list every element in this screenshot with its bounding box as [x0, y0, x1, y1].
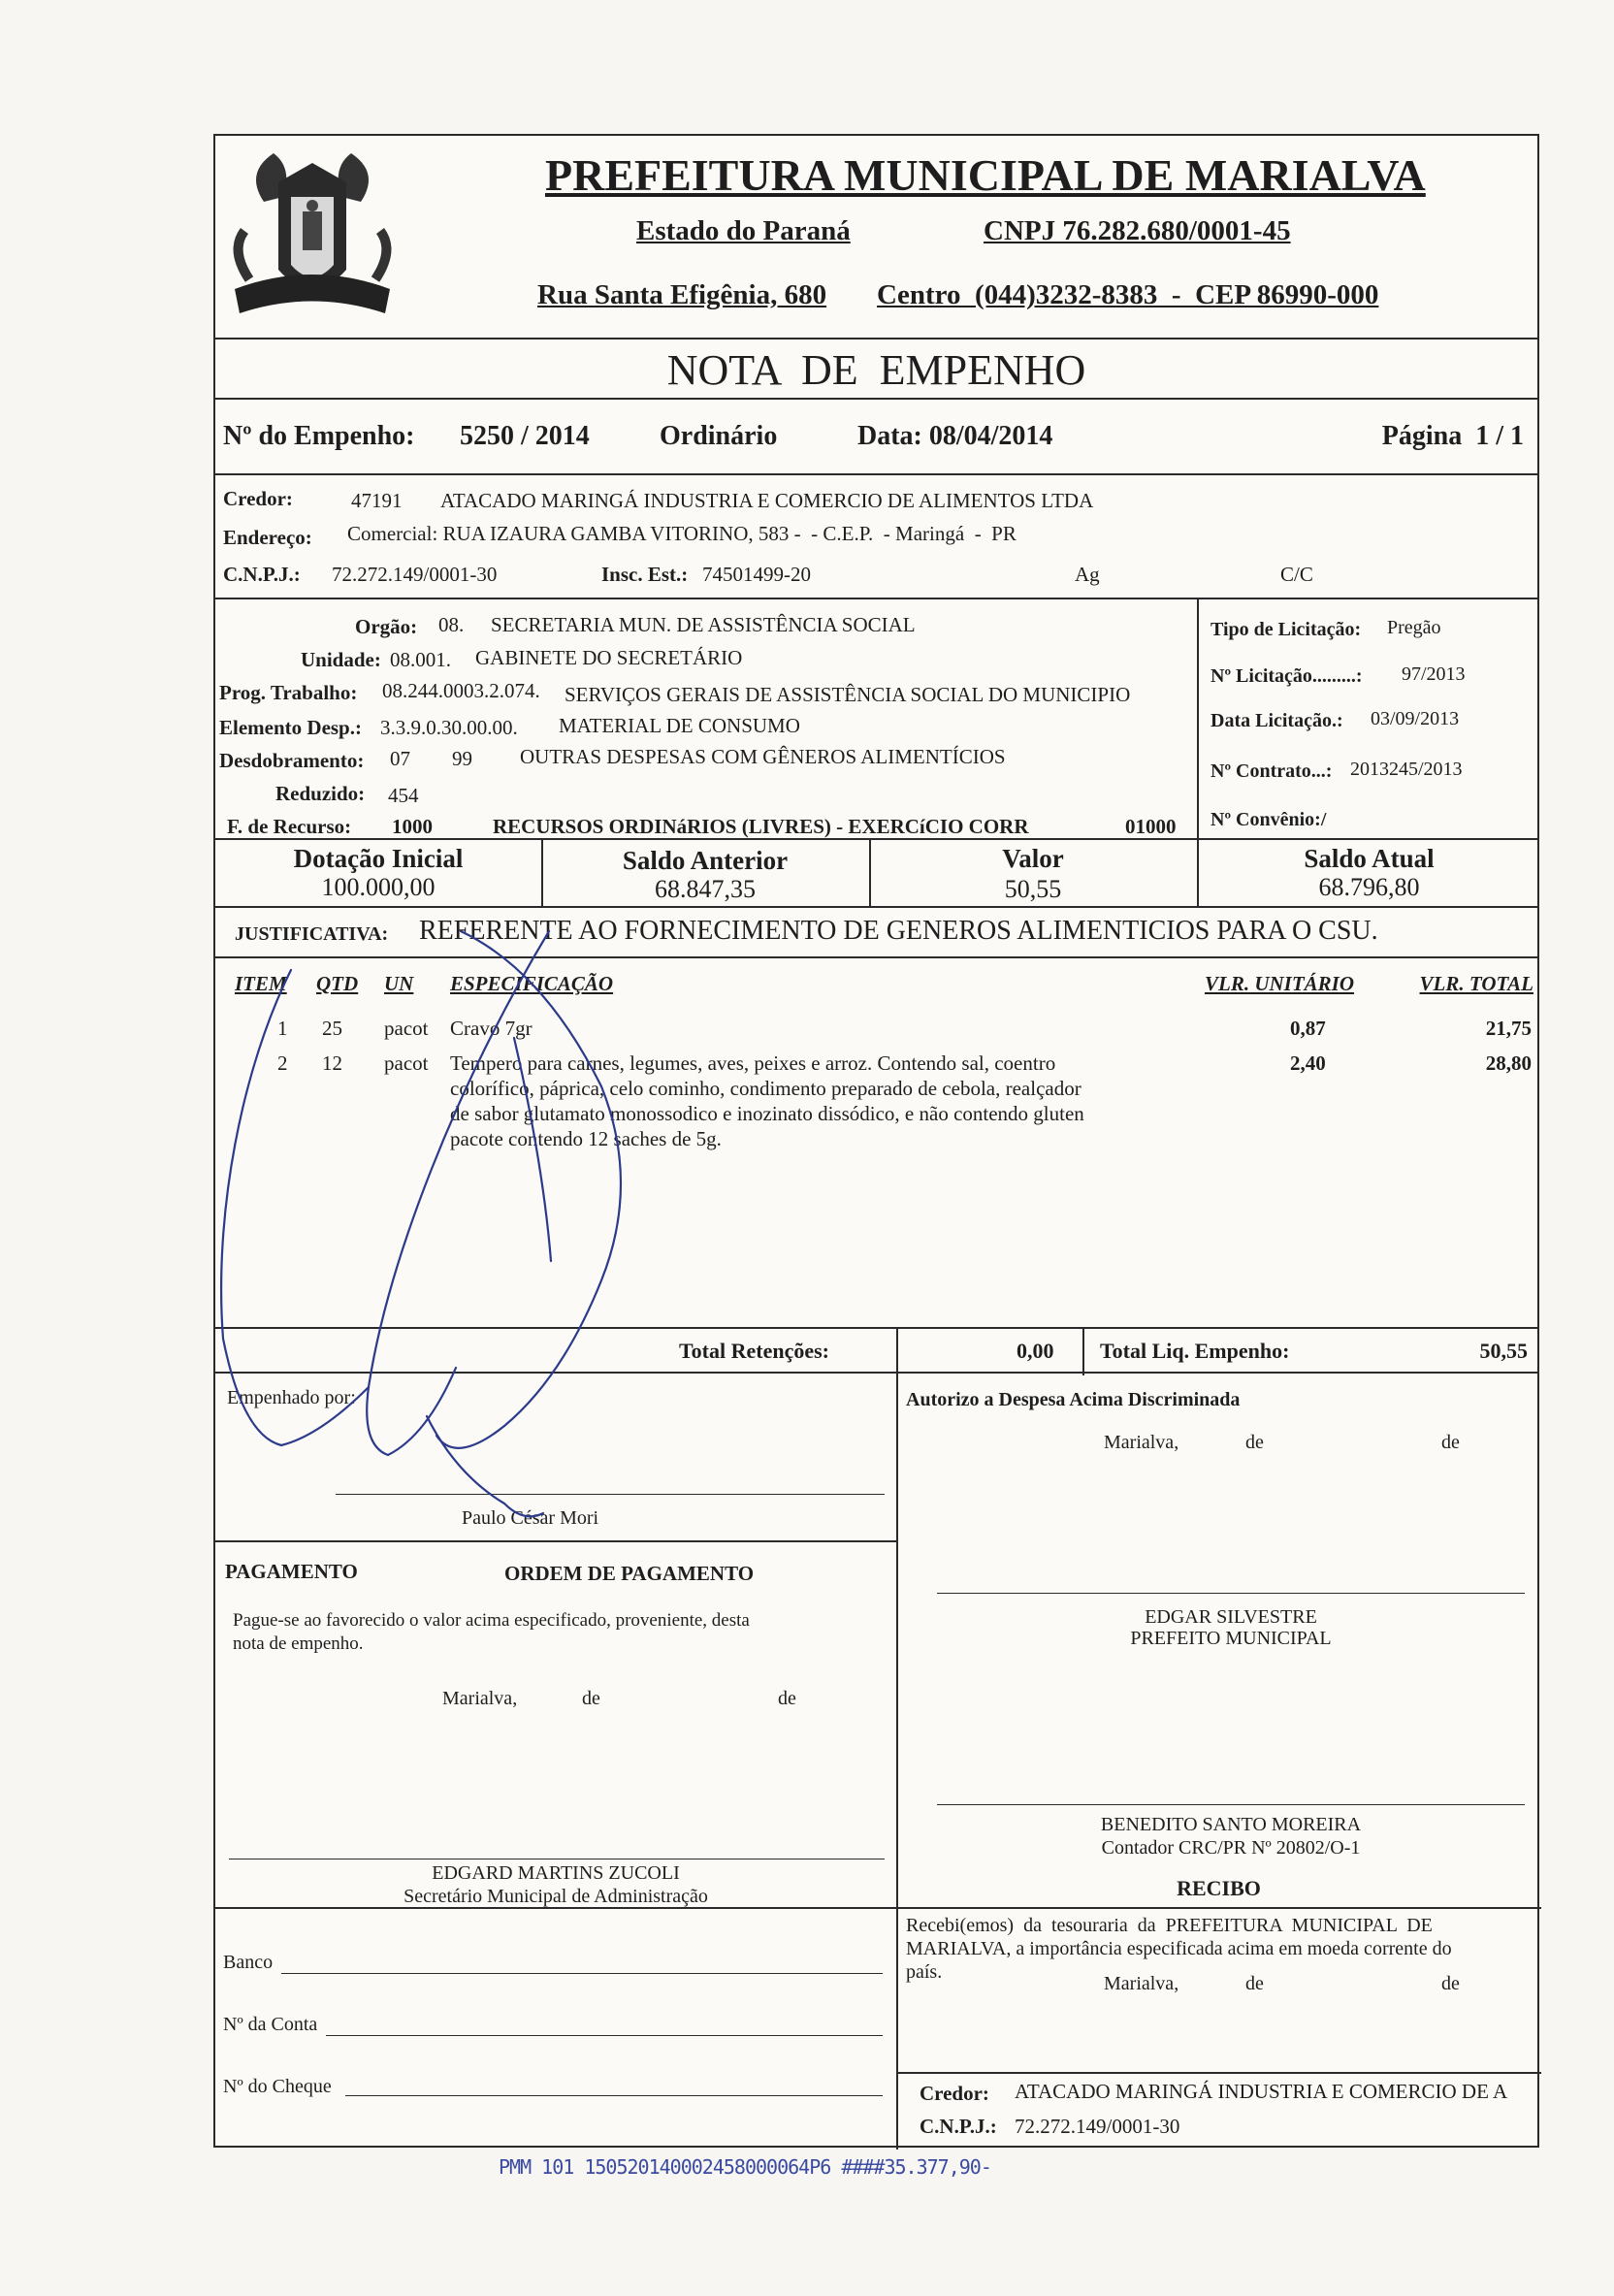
- insc-est-label: Insc. Est.:: [601, 563, 689, 586]
- recibo-top-border: [896, 1907, 1541, 1909]
- recibo-text: MARIALVA, a importância especificada acima em moeda corrente do: [906, 1938, 1452, 1959]
- prog-trabalho-label: Prog. Trabalho:: [219, 681, 358, 704]
- empenho-section: [215, 400, 1537, 475]
- col-un-header: UN: [384, 972, 414, 995]
- contrato-value: 2013245/2013: [1350, 759, 1463, 780]
- credor-code: 47191: [351, 489, 403, 512]
- item-spec-line: Tempero para carnes, legumes, aves, peixes e arroz. Contendo sal, coentro: [450, 1051, 1056, 1075]
- fonte-recurso-desc: RECURSOS ORDINáRIOS (LIVRES) - EXERCíCIO CORR: [493, 815, 1029, 838]
- licitacao-number-label: Nº Licitação.........:: [1210, 665, 1363, 687]
- item-unit: pacot: [384, 1051, 429, 1075]
- recibo-text: país.: [906, 1961, 943, 1983]
- item-spec-line: Cravo 7gr: [450, 1017, 533, 1040]
- municipality-cnpj: CNPJ 76.282.680/0001-45: [984, 215, 1291, 246]
- empenho-number: 5250 / 2014: [460, 421, 590, 451]
- title-section: [215, 340, 1537, 400]
- items-section: [215, 958, 1537, 1183]
- municipality-contact: Centro (044)3232-8383 - CEP 86990-000: [877, 279, 1379, 310]
- col-item-header: ITEM: [235, 972, 287, 995]
- recibo-city: Marialva,: [1104, 1973, 1179, 1994]
- justificativa-label: JUSTIFICATIVA:: [235, 923, 389, 945]
- col-spec-header: ESPECIFICAÇÃO: [450, 972, 614, 995]
- pagamento-de-2: de: [778, 1688, 796, 1709]
- recibo-de-1: de: [1245, 1973, 1264, 1994]
- desdobramento-label: Desdobramento:: [219, 749, 365, 772]
- reduzido-value: 454: [388, 784, 419, 807]
- item-unit: pacot: [384, 1017, 429, 1040]
- total-liquido-value: 50,55: [1479, 1339, 1528, 1363]
- total-retencoes-label: Total Retenções:: [679, 1339, 829, 1363]
- dotacao-value: 100.000,00: [321, 873, 436, 901]
- empenho-type: Ordinário: [660, 421, 778, 451]
- empenhado-por-name: Paulo César Mori: [462, 1507, 599, 1529]
- cheque-label: Nº do Cheque: [223, 2076, 332, 2097]
- credor-label: Credor:: [223, 487, 293, 510]
- saldo-atual-label: Saldo Atual: [1304, 844, 1435, 873]
- banco-top-border: [215, 1907, 896, 1909]
- autorizo-city: Marialva,: [1104, 1432, 1179, 1453]
- elemento-code: 3.3.9.0.30.00.00.: [380, 716, 518, 739]
- credor-cnpj: 72.272.149/0001-30: [332, 563, 498, 586]
- prog-trabalho-desc: SERVIÇOS GERAIS DE ASSISTÊNCIA SOCIAL DO MUNICIPIO: [565, 683, 1131, 706]
- saldo-atual-value: 68.796,80: [1318, 873, 1420, 901]
- credor-footer-cnpj-label: C.N.P.J.:: [920, 2115, 997, 2138]
- total-liquido-label: Total Liq. Empenho:: [1100, 1339, 1290, 1363]
- endereco-label: Endereço:: [223, 526, 312, 549]
- credor-name: ATACADO MARINGÁ INDUSTRIA E COMERCIO DE ALIMENTOS LTDA: [440, 489, 1094, 512]
- fonte-recurso-code: 1000: [392, 815, 433, 838]
- page-number: Página 1 / 1: [1381, 421, 1524, 451]
- contador-role: Contador CRC/PR Nº 20802/O-1: [1101, 1837, 1361, 1859]
- data-licitacao-value: 03/09/2013: [1366, 708, 1460, 729]
- fonte-recurso-number: 01000: [1125, 815, 1177, 838]
- lower-divider: [896, 1374, 898, 2150]
- autorizo-de-1: de: [1245, 1432, 1264, 1453]
- valor-value: 50,55: [1004, 875, 1062, 903]
- convenio-label: Nº Convênio:/: [1210, 809, 1327, 830]
- document-title: NOTA DE EMPENHO: [666, 346, 1086, 394]
- item-spec-line: de sabor glutamato monossodico e inozinato dissódico, e não contendo gluten: [450, 1102, 1084, 1125]
- nota-de-empenho-form: [213, 134, 1539, 2148]
- cheque-field-line: [345, 2095, 883, 2096]
- pagamento-text: Pague-se ao favorecido o valor acima especificado, proveniente, desta: [233, 1610, 750, 1631]
- conta-label: Nº da Conta: [223, 2014, 318, 2035]
- licitacao-number-value: 97/2013: [1397, 663, 1466, 685]
- prog-trabalho-code: 08.244.0003.2.074.: [382, 679, 540, 702]
- contador-signature-line: [937, 1804, 1525, 1805]
- pagamento-label: PAGAMENTO: [225, 1560, 358, 1583]
- credor-section: [215, 475, 1537, 599]
- conta-corrente-label: C/C: [1280, 563, 1313, 586]
- retencoes-divider-2: [1082, 1329, 1084, 1375]
- secretario-role: Secretário Municipal de Administração: [404, 1886, 708, 1907]
- pagamento-top-border: [215, 1540, 896, 1542]
- desdobramento-b: 99: [452, 747, 472, 770]
- orgao-desc: SECRETARIA MUN. DE ASSISTÊNCIA SOCIAL: [491, 613, 916, 636]
- credor-cnpj-label: C.N.P.J.:: [223, 563, 301, 586]
- fonte-recurso-label: F. de Recurso:: [227, 815, 352, 838]
- item-qtd: 25: [322, 1017, 342, 1040]
- conta-field-line: [326, 2035, 883, 2036]
- col-total-header: VLR. TOTAL: [1419, 972, 1533, 995]
- secretario-name: EDGARD MARTINS ZUCOLI: [432, 1862, 680, 1884]
- valor-label: Valor: [1002, 844, 1064, 873]
- elemento-label: Elemento Desp.:: [219, 716, 362, 739]
- elemento-desc: MATERIAL DE CONSUMO: [559, 714, 800, 737]
- budget-divider: [1197, 599, 1199, 840]
- contrato-label: Nº Contrato...:: [1210, 760, 1333, 782]
- item-number: 1: [277, 1017, 288, 1040]
- municipality-address: Rua Santa Efigênia, 680: [537, 279, 827, 310]
- empenho-label: Nº do Empenho:: [223, 421, 415, 451]
- insc-est-value: 74501499-20: [702, 563, 811, 586]
- retencoes-section: [215, 1327, 1537, 1374]
- item-unit-price: 0,87: [1290, 1017, 1326, 1040]
- dotacao-label: Dotação Inicial: [293, 844, 464, 873]
- state-name: Estado do Paraná: [636, 215, 851, 246]
- recibo-label: RECIBO: [1177, 1876, 1261, 1900]
- pagamento-city: Marialva,: [442, 1688, 518, 1709]
- reduzido-label: Reduzido:: [275, 782, 366, 805]
- credor-footer-name: ATACADO MARINGÁ INDUSTRIA E COMERCIO DE A: [1015, 2080, 1508, 2103]
- empenhado-por-label: Empenhado por:: [227, 1387, 356, 1408]
- empenhado-signature-line: [336, 1494, 885, 1495]
- item-total: 28,80: [1485, 1051, 1532, 1075]
- saldo-anterior-label: Saldo Anterior: [622, 846, 789, 875]
- prefeito-role: PREFEITO MUNICIPAL: [1130, 1628, 1332, 1649]
- item-qtd: 12: [322, 1051, 342, 1075]
- unidade-label: Unidade:: [301, 648, 381, 671]
- agencia-label: Ag: [1075, 563, 1100, 586]
- prefeito-signature-line: [937, 1593, 1525, 1594]
- unidade-desc: GABINETE DO SECRETÁRIO: [475, 646, 743, 669]
- pagamento-de-1: de: [582, 1688, 600, 1709]
- municipality-title: PREFEITURA MUNICIPAL DE MARIALVA: [545, 150, 1426, 200]
- item-spec-line: colorífico, páprica, celo cominho, condimento preparado de cebola, realçador: [450, 1077, 1081, 1100]
- desdobramento-a: 07: [390, 747, 410, 770]
- data-licitacao-label: Data Licitação.:: [1210, 710, 1343, 731]
- credor-address: Comercial: RUA IZAURA GAMBA VITORINO, 583 - - C.E.P. - Maringá - PR: [347, 522, 1017, 545]
- prefeito-name: EDGAR SILVESTRE: [1145, 1606, 1317, 1628]
- header-section: [215, 136, 1537, 340]
- item-spec-line: pacote contendo 12 saches de 5g.: [450, 1127, 722, 1150]
- justificativa-section: [215, 908, 1537, 958]
- col-unit-price-header: VLR. UNITÁRIO: [1205, 972, 1355, 995]
- credor-footer-cnpj: 72.272.149/0001-30: [1015, 2115, 1180, 2138]
- recibo-text: Recebi(emos) da tesouraria da PREFEITURA MUNICIPAL DE: [906, 1915, 1433, 1936]
- tipo-licitacao-label: Tipo de Licitação:: [1210, 619, 1362, 640]
- saldo-anterior-value: 68.847,35: [655, 875, 756, 903]
- banco-field-line: [281, 1973, 883, 1974]
- credor-footer-border: [896, 2072, 1541, 2074]
- justificativa-text: REFERENTE AO FORNECIMENTO DE GENEROS ALIMENTICIOS PARA O CSU.: [419, 916, 1378, 946]
- pagamento-text: nota de empenho.: [233, 1633, 364, 1654]
- totals-section: [215, 840, 1537, 908]
- municipal-crest-icon: [225, 144, 400, 328]
- unidade-code: 08.001.: [390, 648, 451, 671]
- ordem-pagamento-label: ORDEM DE PAGAMENTO: [504, 1562, 755, 1585]
- total-retencoes-value: 0,00: [1017, 1339, 1054, 1363]
- recibo-de-2: de: [1441, 1973, 1460, 1994]
- empenho-date: Data: 08/04/2014: [857, 421, 1053, 451]
- orgao-code: 08.: [438, 613, 465, 636]
- banco-label: Banco: [223, 1952, 274, 1973]
- item-total: 21,75: [1485, 1017, 1532, 1040]
- col-qtd-header: QTD: [316, 972, 359, 995]
- contador-name: BENEDITO SANTO MOREIRA: [1100, 1814, 1362, 1835]
- orgao-label: Orgão:: [355, 615, 418, 638]
- authentication-stamp: PMM 101 150520140002458000064P6 ####35.377,90-: [499, 2155, 991, 2179]
- item-number: 2: [277, 1051, 288, 1075]
- autorizo-de-2: de: [1441, 1432, 1460, 1453]
- retencoes-divider-1: [896, 1329, 898, 1375]
- autorizo-label: Autorizo a Despesa Acima Discriminada: [906, 1389, 1241, 1410]
- item-unit-price: 2,40: [1290, 1051, 1326, 1075]
- budget-section: [215, 599, 1537, 840]
- tipo-licitacao-value: Pregão: [1387, 617, 1441, 638]
- desdobramento-desc: OUTRAS DESPESAS COM GÊNEROS ALIMENTÍCIOS: [520, 745, 1006, 768]
- credor-footer-label: Credor:: [920, 2082, 989, 2105]
